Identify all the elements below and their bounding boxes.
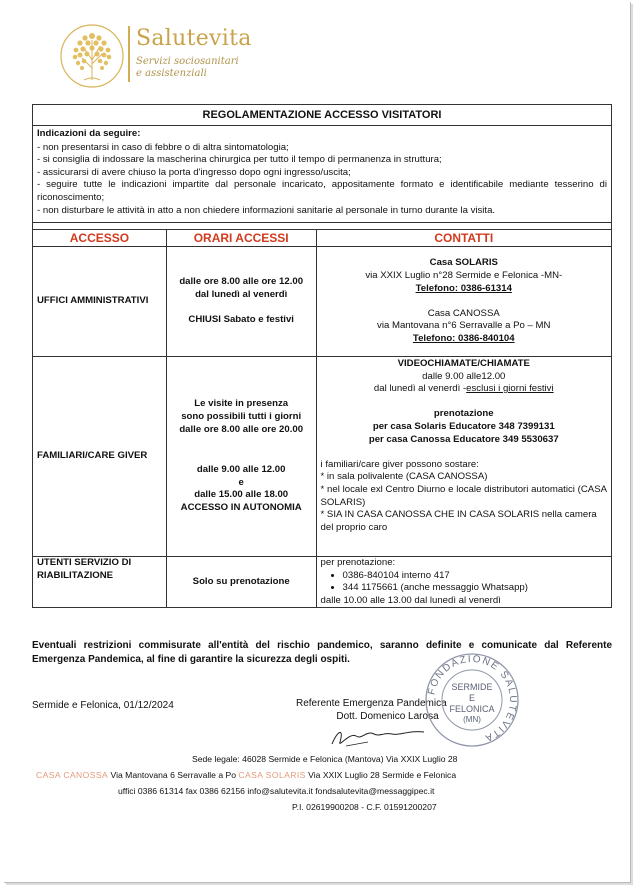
instruction-item: - non presentarsi in caso di febbre o di altra sintomatologia; bbox=[37, 141, 289, 153]
instruction-item: - non disturbare le attività in atto a non chiedere informazioni sanitarie al personale in turno durante la visita. bbox=[37, 204, 496, 216]
page-title: REGOLAMENTAZIONE ACCESSO VISITATORI bbox=[33, 105, 612, 126]
orari-familiari bbox=[166, 357, 316, 557]
row-label-line: UTENTI SERVIZIO DI bbox=[37, 557, 132, 568]
orari-line: dal lunedì al venerdì bbox=[195, 288, 288, 300]
tree-logo-icon bbox=[58, 22, 126, 90]
instruction-item: - si consiglia di indossare la mascherina chirurgica per tutto il tempo di permanenza in struttura; bbox=[37, 154, 442, 166]
contact-line: Casa CANOSSA bbox=[427, 307, 500, 319]
contact-line: * in sala polivalente (CASA CANOSSA) bbox=[320, 471, 488, 483]
phone-solaris: Telefono: 0386-61314 bbox=[415, 282, 512, 294]
stamp-line: (MN) bbox=[463, 715, 481, 724]
orari-line: sono possibili tutti i giorni bbox=[181, 411, 302, 423]
footer-piva: P.I. 02619900208 - C.F. 01591200207 bbox=[292, 802, 437, 812]
contact-line: i familiari/care giver possono sostare: bbox=[320, 458, 479, 470]
phone-canossa: Telefono: 0386-840104 bbox=[412, 332, 515, 344]
contact-line: dalle 9.00 alle12.00 bbox=[422, 370, 506, 382]
brand-subtitle-line1: Servizi sociosanitari bbox=[136, 56, 239, 67]
header-contatti: CONTATTI bbox=[316, 230, 611, 247]
footer-sede: Sede legale: 46028 Sermide e Felonica (Mantova) Via XXIX Luglio 28 bbox=[192, 754, 458, 764]
contact-line: via XXIX Luglio n°28 Sermide e Felonica -MN- bbox=[365, 270, 563, 282]
brand-subtitle-line2: e assistenziali bbox=[136, 68, 207, 79]
contact-line bbox=[321, 383, 607, 396]
contact-exclusion: esclusi i giorni festivi bbox=[466, 383, 554, 395]
orari-line: dalle ore 8.00 alle ore 12.00 bbox=[179, 276, 304, 288]
signature-icon bbox=[328, 722, 428, 750]
footer-addresses bbox=[36, 768, 456, 782]
pandemic-note: Eventuali restrizioni commisurate all'entità del rischio pandemico, saranno definite e comunicate dal Referente Emergenza Pandemica, al fine di garantire la sicurezza degli ospiti. bbox=[32, 640, 612, 665]
orari-line: CHIUSI Sabato e festivi bbox=[188, 314, 294, 326]
contact-line: per prenotazione: bbox=[320, 557, 396, 568]
footer-canossa-label: CASA CANOSSA bbox=[36, 770, 109, 780]
contact-line: per casa Solaris Educatore 348 7399131 bbox=[372, 420, 555, 432]
contatti-riabilitazione bbox=[316, 557, 611, 608]
stamp-line: FELONICA bbox=[449, 704, 495, 714]
contact-line: Casa SOLARIS bbox=[429, 257, 498, 269]
footer-solaris-address: Via XXIX Luglio 28 Sermide e Felonica bbox=[305, 770, 457, 780]
list-item: • 0386-840104 interno 417 bbox=[343, 570, 607, 583]
instructions-title: Indicazioni da seguire: bbox=[37, 128, 141, 139]
orari-line: dalle ore 8.00 alle ore 20.00 bbox=[179, 423, 304, 435]
orari-line: Le visite in presenza bbox=[194, 398, 289, 410]
orari-uffici bbox=[166, 247, 316, 357]
header-accesso: ACCESSO bbox=[33, 230, 167, 247]
contact-line: * nel locale exl Centro Diurno e locale distributori automatici (CASA SOLARIS) bbox=[320, 483, 607, 508]
table-spacer bbox=[33, 223, 612, 230]
contact-line: * SIA IN CASA CANOSSA CHE IN CASA SOLARIS nella camera del proprio caro bbox=[320, 509, 597, 533]
instructions-block bbox=[33, 126, 612, 223]
brand-name: Salutevita bbox=[136, 26, 252, 51]
referent-title: Referente Emergenza Pandemica bbox=[296, 698, 447, 709]
visitor-rules-table bbox=[32, 104, 612, 608]
brand-subtitle bbox=[136, 56, 296, 80]
referent-name: Dott. Domenico Larosa bbox=[336, 711, 439, 722]
stamp-line: E bbox=[468, 693, 476, 703]
orari-line: dalle 9.00 alle 12.00 bbox=[196, 464, 286, 476]
instruction-item: - seguire tutte le indicazioni impartite dal personale incaricato, appositamente formato e identificabile mediante tesserino di riconoscimento; bbox=[37, 179, 607, 203]
stamp-line: SERMIDE bbox=[451, 682, 493, 692]
orari-riabilitazione: Solo su prenotazione bbox=[166, 557, 316, 608]
list-item: • 344 1175661 (anche messaggio Whatsapp) bbox=[343, 582, 607, 595]
contatti-familiari bbox=[316, 357, 611, 557]
orari-line: dalle 15.00 alle 18.00 bbox=[194, 489, 289, 501]
contact-line: via Mantovana n°6 Serravalle a Po – MN bbox=[377, 320, 551, 332]
footer-canossa-address: Via Mantovana 6 Serravalle a Po bbox=[108, 770, 239, 780]
stamp-ring-text: FONDAZIONE SALUTEVITA bbox=[426, 653, 519, 744]
footer-contacts: uffici 0386 61314 fax 0386 62156 info@salutevita.it fondsalutevita@messaggipec.it bbox=[118, 786, 435, 796]
contact-line: VIDEOCHIAMATE/CHIAMATE bbox=[397, 358, 530, 369]
orari-line: ACCESSO IN AUTONOMIA bbox=[180, 501, 302, 513]
row-label-uffici: UFFICI AMMINISTRATIVI bbox=[33, 247, 167, 357]
header-orari: ORARI ACCESSI bbox=[166, 230, 316, 247]
logo-divider bbox=[128, 26, 130, 82]
place-date: Sermide e Felonica, 01/12/2024 bbox=[32, 700, 174, 711]
contact-line: prenotazione bbox=[433, 408, 494, 420]
contact-line: per casa Canossa Educatore 349 5530637 bbox=[368, 433, 559, 445]
contact-days: dal lunedì al venerdì - bbox=[373, 383, 467, 395]
orari-line: e bbox=[238, 476, 244, 488]
contatti-uffici bbox=[316, 247, 611, 357]
instruction-item: - assicurarsi di avere chiuso la porta d'ingresso dopo ogni ingresso/uscita; bbox=[37, 166, 351, 178]
row-label-riabilitazione bbox=[33, 557, 167, 608]
row-label-familiari: FAMILIARI/CARE GIVER bbox=[33, 357, 167, 557]
row-label-line: RIABILITAZIONE bbox=[37, 569, 114, 581]
foundation-stamp-icon bbox=[424, 652, 520, 748]
contact-line: dalle 10.00 alle 13.00 dal lunedì al venerdì bbox=[320, 594, 501, 606]
phone-list bbox=[321, 570, 607, 595]
footer-solaris-label: CASA SOLARIS bbox=[238, 770, 306, 780]
